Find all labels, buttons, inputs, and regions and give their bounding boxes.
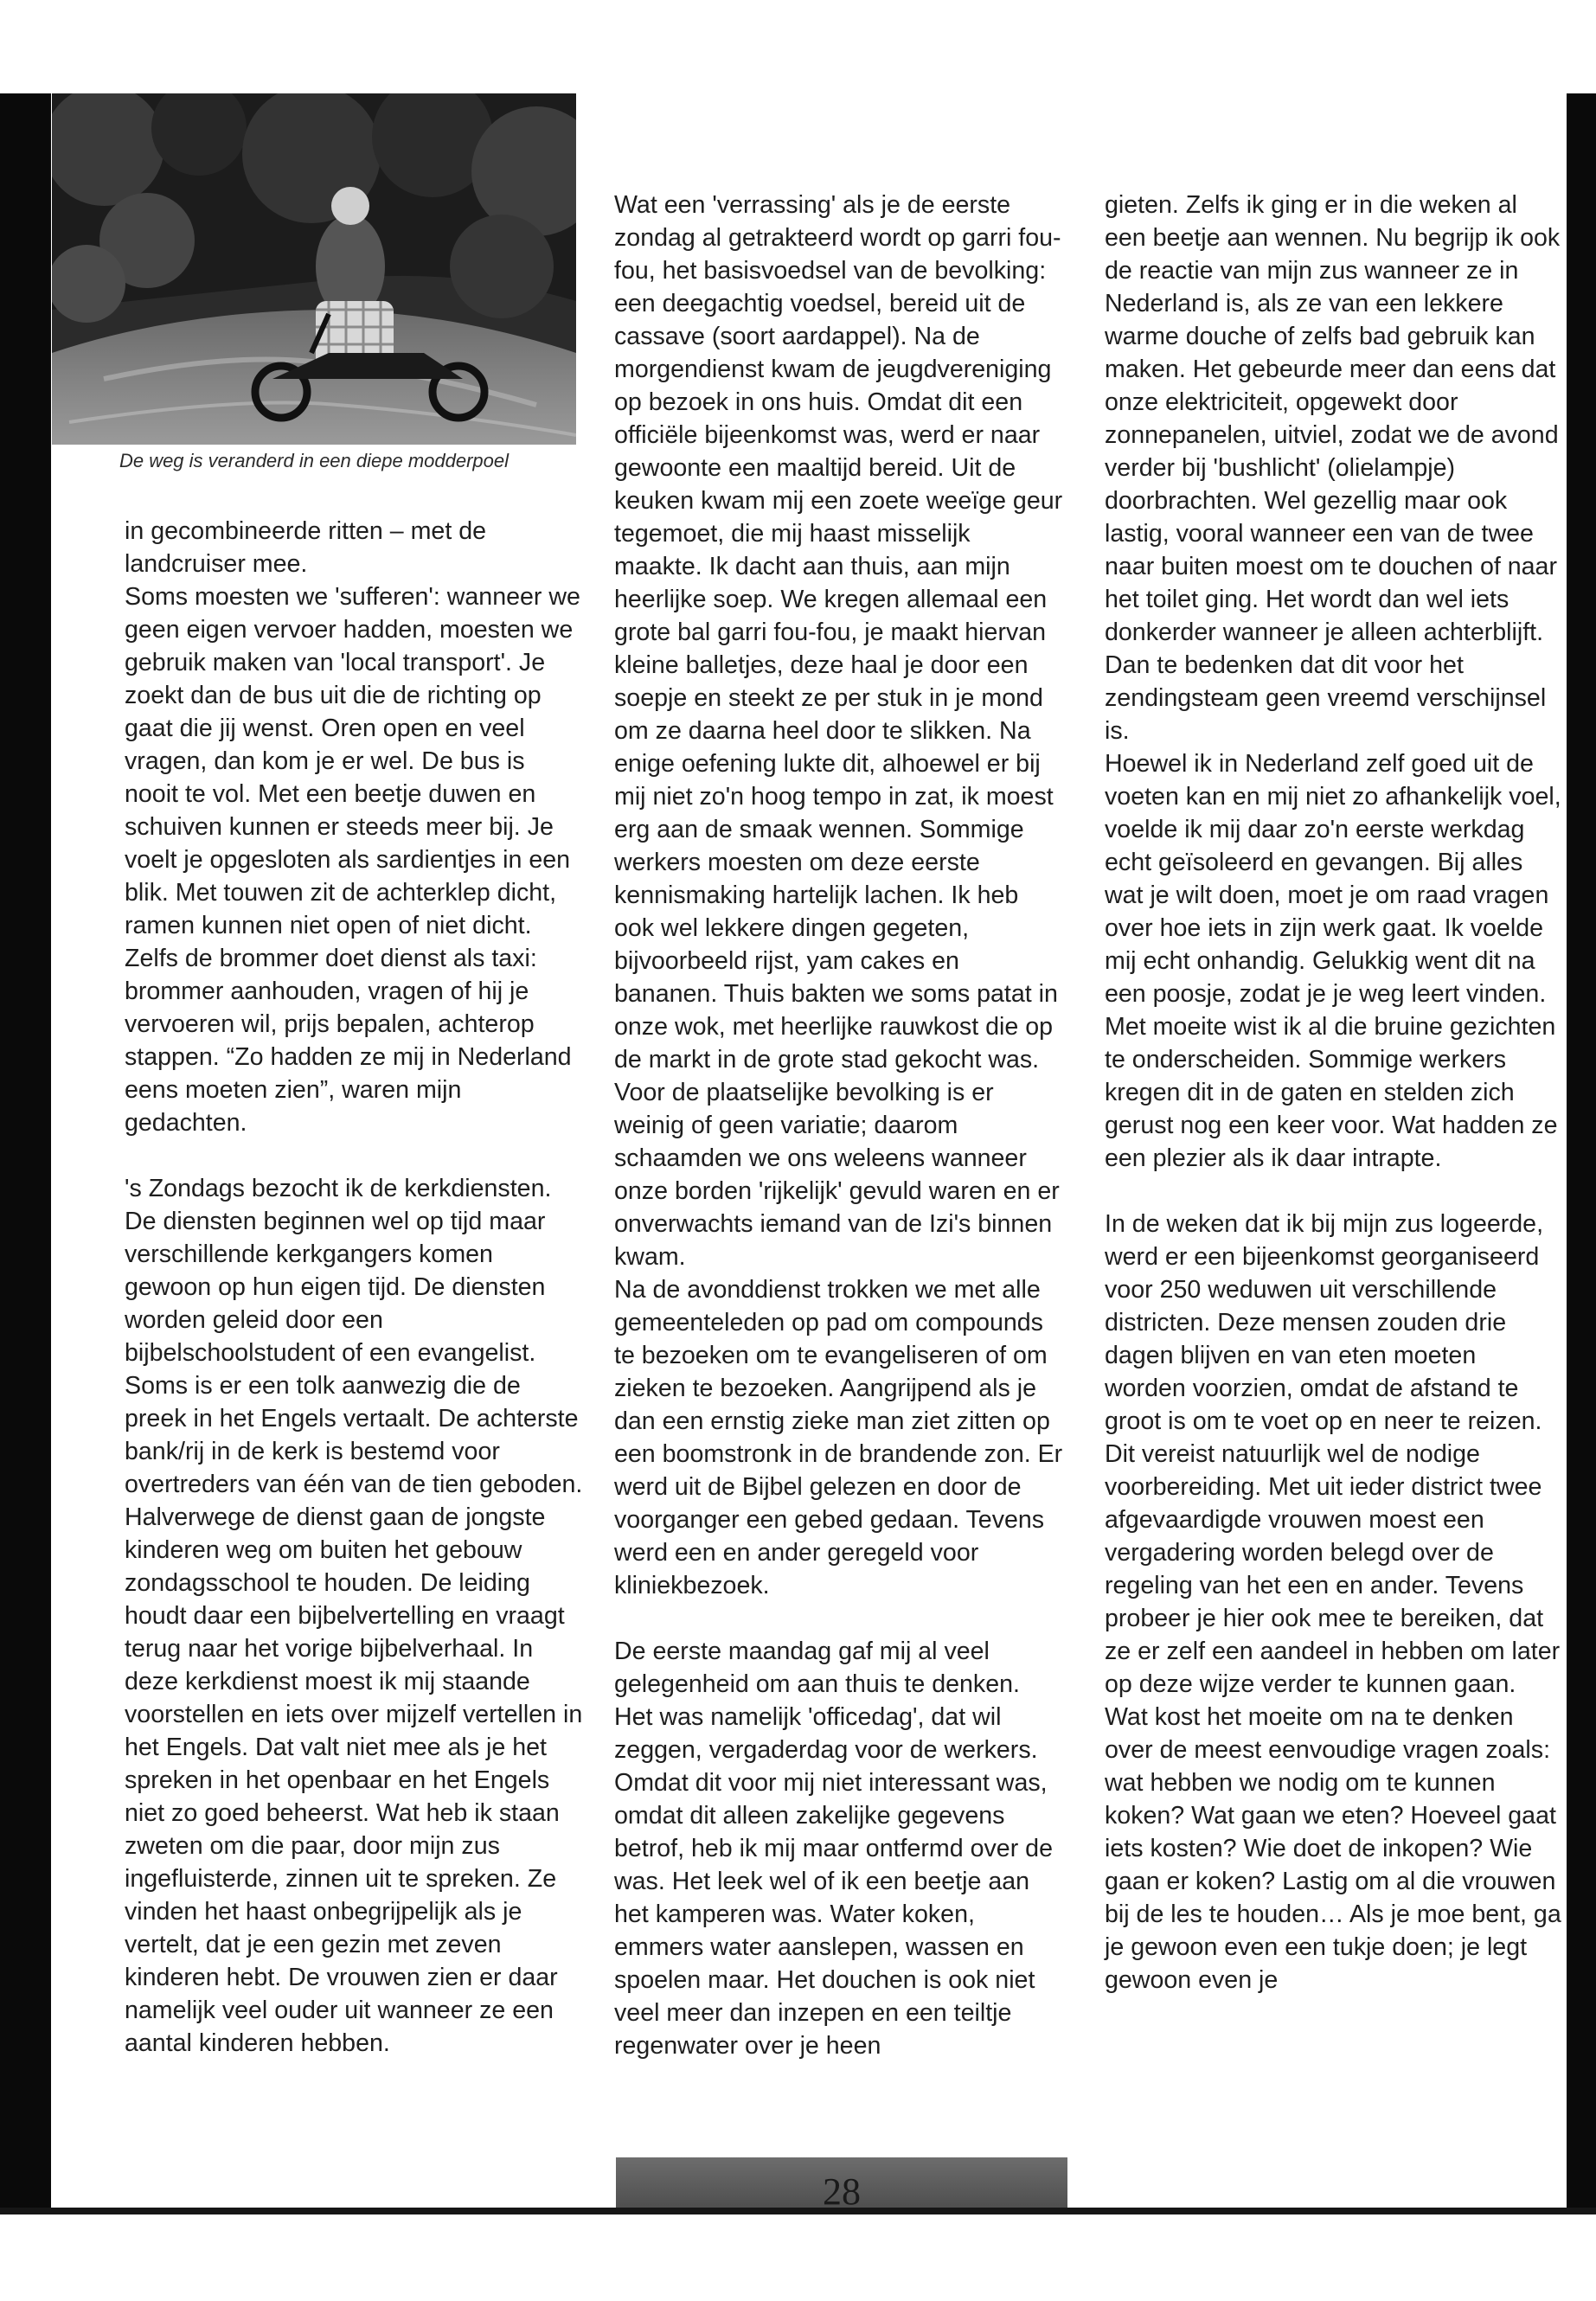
paragraph: Met moeite wist ik al die bruine gezichten te onderscheiden. Sommige werkers kregen dit in de gaten en stelden zich gerust nog een keer voor. Wat hadden ze een plezier als ik daar intrapte. — [1105, 1013, 1558, 1172]
page-number: 28 — [823, 2170, 861, 2208]
paragraph-gap — [125, 1139, 583, 1172]
paragraph: Soms moesten we 'sufferen': wanneer we geen eigen vervoer hadden, moesten we gebruik maken van 'local transport'. Je zoekt dan de bus uit die de richting op gaat die jij wenst. Oren open en veel vragen, dan kom je er wel. De bus is nooit te vol. Met een beetje duwen en schuiven kunnen er steeds meer bij. Je voelt je opgesloten als sardientjes in een blik. Met touwen zit de achterklep dicht, ramen kunnen niet open of niet dicht. Zelfs de brommer doet dienst als taxi: brommer aanhouden, vragen of hij je vervoeren wil, prijs bepalen, achterop stappen. “Zo hadden ze mij in Nederland eens moeten zien”, waren mijn gedachten. — [125, 583, 580, 1137]
paragraph: Wat een 'verrassing' als je de eerste zondag al getrakteerd wordt op garri fou-fou, het basisvoedsel van de bevolking: een deegachtig voedsel, bereid uit de cassave (soort aardappel). Na de morgendienst kwam de jeugdvereniging op bezoek in ons huis. Omdat dit een officiële bijeenkomst was, werd er naar gewoonte een maaltijd bereid. Uit de keuken kwam mij een zoete weeïge geur tegemoet, die mij haast misselijk maakte. Ik dacht aan thuis, aan mijn heerlijke soep. We kregen allemaal een grote bal garri fou-fou, je maakt hiervan kleine balletjes, deze haal je door een soepje en steekt ze per stuk in je mond om ze daarna heel door te slikken. Na enige oefening lukte dit, alhoewel er bij mij niet zo'n hoog tempo in zat, ik moest erg aan de smaak wennen. Sommige werkers moesten om deze eerste kennismaking hartelijk lachen. Ik heb ook wel lekkere dingen gegeten, bijvoorbeeld rijst, yam cakes en bananen. Thuis bakten we soms patat in onze wok, met heerlijke rauwkost die op de markt in de grote stad gekocht was. Voor de plaatselijke bevolking is er weinig of geen variatie; daarom schaamden we ons weleens wanneer onze borden 'rijkelijk' gevuld waren en er onverwachts iemand van de Izi's binnen kwam. — [614, 191, 1063, 1271]
scan-edge-left — [0, 93, 51, 2213]
scan-edge-bottom — [0, 2208, 1596, 2214]
paragraph: in gecombineerde ritten – met de landcruiser mee. — [125, 517, 487, 578]
paragraph: In de weken dat ik bij mijn zus logeerde, werd er een bijeenkomst georganiseerd voor 250 weduwen uit verschillende districten. Deze mensen zouden drie dagen blijven en van eten moeten worden voorzien, omdat de afstand te groot is om te voet op en neer te reizen. Dit vereist natuurlijk wel de nodige voorbereiding. Met uit ieder district twee afgevaardigde vrouwen moest een vergadering worden belegd over de regeling van het een en ander. Tevens probeer je hier ook mee te bereiken, dat ze er zelf een aandeel in hebben om later op deze wijze verder te kunnen gaan. Wat kost het moeite om na te denken over de meest eenvoudige vragen zoals: wat hebben we nodig om te kunnen koken? Wat gaan we eten? Hoeveel gaat iets kosten? Wie doet de inkopen? Wie gaan er koken? Lastig om al die vrouwen bij de les te houden… Als je moe bent, ga je gewoon even een tukje doen; je legt gewoon even je — [1105, 1210, 1561, 1994]
scan-edge-right — [1567, 93, 1596, 2213]
page-number-bar — [616, 2157, 1067, 2208]
paragraph: Na de avonddienst trokken we met alle gemeenteleden op pad om compounds te bezoeken om te evangeliseren of om zieken te bezoeken. Aangrijpend als je dan een ernstig zieke man ziet zitten op een boomstronk in de brandende zon. Er werd uit de Bijbel gelezen en door de voorganger een gebed gedaan. Tevens werd een en ander geregeld voor kliniekbezoek. — [614, 1276, 1063, 1599]
article-photo — [52, 93, 576, 445]
article-column-2 — [614, 189, 1064, 2062]
photo-caption: De weg is veranderd in een diepe modderpoel — [119, 450, 510, 471]
paragraph: Halverwege de dienst gaan de jongste kinderen weg om buiten het gebouw zondagsschool te houden. De leiding houdt daar een bijbelvertelling en vraagt terug naar het vorige bijbelverhaal. In deze kerkdienst moest ik mij staande voorstellen en iets over mijzelf vertellen in het Engels. Dat valt niet mee als je het spreken in het openbaar en het Engels niet zo goed beheerst. Wat heb ik staan zweten om die paar, door mijn zus ingefluisterde, zinnen uit te spreken. Ze vinden het haast onbegrijpelijk als je vertelt, dat je een gezin met zeven kinderen hebt. De vrouwen zien er daar namelijk veel ouder uit wanneer ze een aantal kinderen hebben. — [125, 1503, 583, 2057]
article-column-3 — [1105, 189, 1563, 1997]
paragraph: De eerste maandag gaf mij al veel gelegenheid om aan thuis te denken. Het was namelijk 'officedag', dat wil zeggen, vergaderdag voor de werkers. Omdat dit voor mij niet interessant was, omdat dit alleen zakelijke gegevens betrof, heb ik mij maar ontfermd over de was. Het leek wel of ik een beetje aan het kamperen was. Water koken, emmers water aanslepen, wassen en spoelen maar. Het douchen is ook niet veel meer dan inzepen en een teiltje regenwater over je heen — [614, 1638, 1053, 2060]
paragraph: gieten. Zelfs ik ging er in die weken al een beetje aan wennen. Nu begrijp ik ook de reactie van mijn zus wanneer ze in Nederland is, als ze van een lekkere warme douche of zelfs bad gebruik kan maken. Het gebeurde meer dan eens dat onze elektriciteit, opgewekt door zonnepanelen, uitviel, zodat we de avond verder bij 'bushlicht' (olielampje) doorbrachten. Wel gezellig maar ook lastig, vooral wanneer een van de twee naar buiten moest om te douchen of naar het toilet ging. Het wordt dan wel iets donkerder wanneer je alleen achterblijft. Dan te bedenken dat dit voor het zendingsteam geen vreemd verschijnsel is. — [1105, 191, 1561, 745]
paragraph: 's Zondags bezocht ik de kerkdiensten. De diensten beginnen wel op tijd maar verschillende kerkgangers komen gewoon op hun eigen tijd. De diensten worden geleid door een bijbelschoolstudent of een evangelist. Soms is er een tolk aanwezig die de preek in het Engels vertaalt. De achterste bank/rij in de kerk is bestemd voor overtreders van één van de tien geboden. — [125, 1175, 583, 1498]
paragraph-gap — [1105, 1175, 1563, 1208]
paragraph: Hoewel ik in Nederland zelf goed uit de voeten kan en mij niet zo afhankelijk voel, voelde ik mij daar zo'n eerste werkdag echt geïsoleerd en gevangen. Bij alles wat je wilt doen, moet je om raad vragen over hoe iets in zijn werk gaat. Ik voelde mij echt onhandig. Gelukkig went dit na een poosje, zodat je je weg leert vinden. — [1105, 750, 1561, 1008]
photo-woman-with-moped-on-muddy-road-icon — [52, 93, 576, 445]
article-column-1 — [125, 515, 583, 2060]
paragraph-gap — [614, 1602, 1064, 1635]
